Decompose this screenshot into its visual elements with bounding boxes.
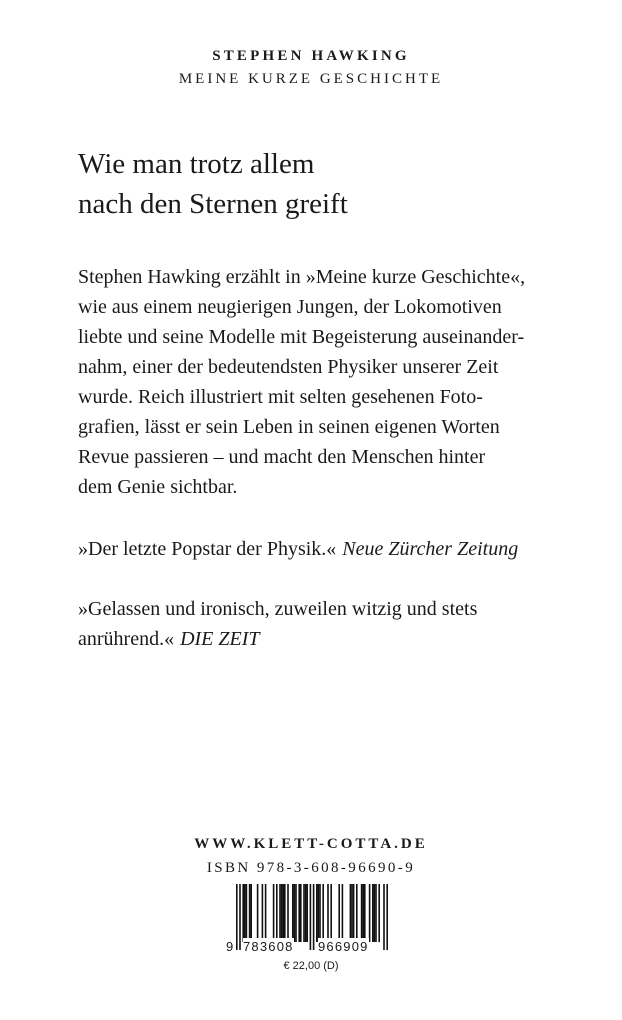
barcode-bar: [300, 884, 302, 942]
quote-line: [78, 534, 518, 564]
quote-source: Neue Zürcher Zeitung: [342, 538, 519, 560]
author-name: STEPHEN HAWKING: [212, 48, 410, 64]
blurb-line: grafien, lässt er sein Leben in seinen eigenen Worten: [78, 416, 500, 438]
barcode-left-group: 783608: [243, 939, 294, 954]
barcode-bar: [298, 884, 300, 942]
barcode-bar: [319, 884, 321, 942]
blurb-line: nahm, einer der bedeutendsten Physiker unserer Zeit: [78, 356, 499, 378]
blurb-line: dem Genie sichtbar.: [78, 476, 238, 498]
barcode-bar: [338, 884, 340, 942]
barcode-digits: [226, 938, 398, 956]
quote-source: DIE ZEIT: [180, 628, 260, 650]
barcode-bar: [303, 884, 305, 942]
barcode-bar: [294, 884, 296, 942]
publisher-website: WWW.KLETT-COTTA.DE: [194, 836, 428, 852]
barcode-bar: [250, 884, 252, 942]
barcode-bar: [350, 884, 352, 942]
press-quote-nzz: [78, 534, 518, 564]
barcode-bar: [305, 884, 307, 942]
quote-line: »Gelassen und ironisch, zuweilen witzig und stets: [78, 598, 478, 620]
barcode-bar: [244, 884, 246, 942]
barcode-bar: [353, 884, 355, 942]
headline: [78, 144, 348, 224]
quote-line: [78, 624, 477, 654]
headline-line-2: nach den Sternen greift: [78, 188, 348, 220]
barcode-bar: [246, 884, 248, 942]
barcode-bar: [356, 884, 358, 942]
barcode-bar: [327, 884, 329, 942]
barcode-bar: [273, 884, 275, 942]
barcode-bar: [279, 884, 281, 942]
blurb-line: Stephen Hawking erzählt in »Meine kurze Geschichte«,: [78, 266, 526, 288]
blurb-line: liebte und seine Modelle mit Begeisterung auseinander-: [78, 326, 525, 348]
headline-line-1: Wie man trotz allem: [78, 148, 315, 180]
blurb-line: wurde. Reich illustriert mit selten gesehenen Foto-: [78, 386, 483, 408]
barcode-bar: [322, 884, 324, 942]
quote-text: anrührend.«: [78, 628, 175, 650]
barcode-bar: [282, 884, 284, 942]
barcode-bar: [249, 884, 251, 942]
barcode-bar: [316, 884, 318, 942]
barcode-bar: [364, 884, 366, 942]
isbn-number: ISBN 978-3-608-96690-9: [206, 860, 416, 876]
barcode-bar: [361, 884, 363, 942]
barcode-bar: [287, 884, 289, 942]
publisher-footer: [0, 832, 622, 880]
press-quote-zeit: [78, 594, 477, 654]
barcode-bar: [265, 884, 267, 942]
blurb-line: Revue passieren – und macht den Menschen hinter: [78, 446, 486, 468]
barcode-bar: [378, 884, 380, 942]
barcode-bar: [242, 884, 244, 942]
price-label: € 22,00 (D): [283, 960, 339, 972]
barcode-bar: [342, 884, 344, 942]
barcode: [226, 884, 398, 956]
barcode-bar: [306, 884, 308, 942]
barcode-bar: [375, 884, 377, 942]
quote-text: »Der letzte Popstar der Physik.«: [78, 538, 337, 560]
barcode-bar: [372, 884, 374, 942]
barcode-bar: [295, 884, 297, 942]
barcode-bar: [292, 884, 294, 942]
barcode-bar: [318, 884, 320, 942]
book-title: MEINE KURZE GESCHICHTE: [178, 71, 444, 87]
barcode-bar: [284, 884, 286, 942]
barcode-bar: [369, 884, 371, 942]
barcode-right-group: 966909: [318, 939, 369, 954]
barcode-bar: [262, 884, 264, 942]
barcode-bar: [362, 884, 364, 942]
barcode-bar: [276, 884, 278, 942]
barcode-bar: [330, 884, 332, 942]
back-cover-header: [0, 44, 622, 90]
blurb-line: wie aus einem neugierigen Jungen, der Lokomotiven: [78, 296, 502, 318]
blurb-text: [78, 262, 568, 502]
barcode-first-digit: 9: [226, 939, 235, 954]
barcode-bar: [257, 884, 259, 942]
barcode-bar: [374, 884, 376, 942]
barcode-bar: [351, 884, 353, 942]
barcode-bar: [281, 884, 283, 942]
